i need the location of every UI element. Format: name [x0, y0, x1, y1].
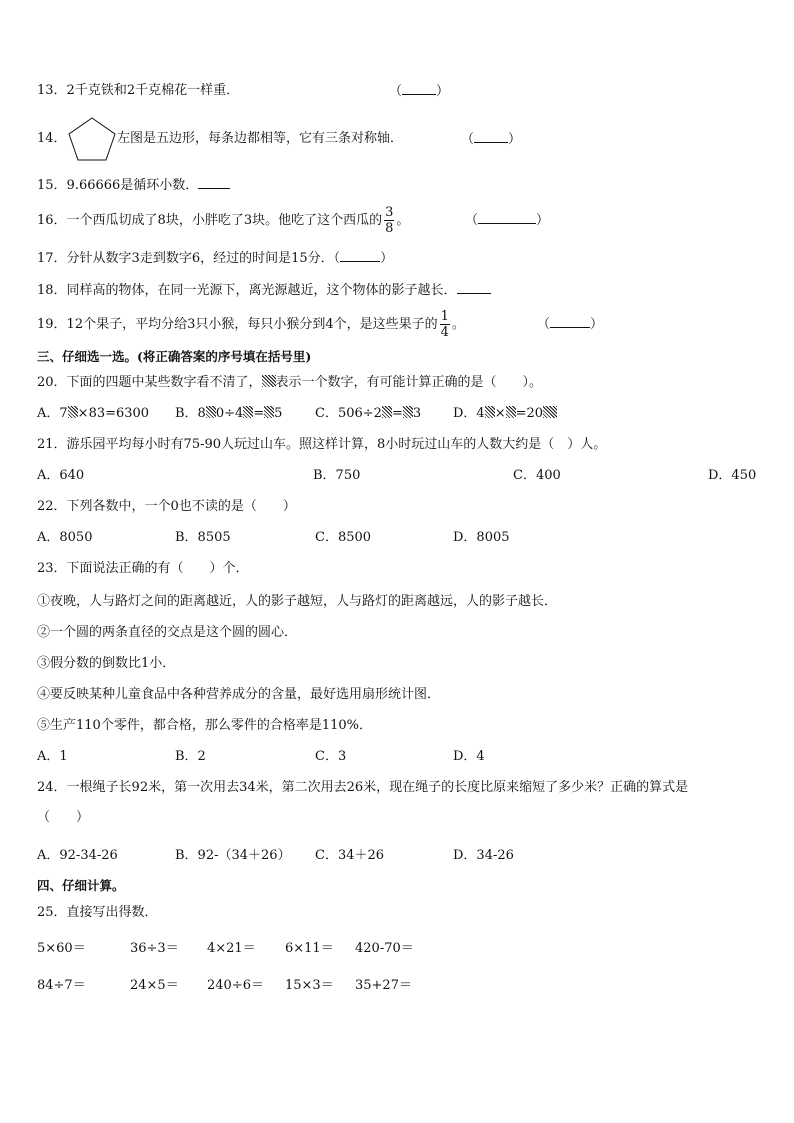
q23-option-c[interactable]: C．3: [315, 749, 347, 764]
q23-option-a[interactable]: A．1: [37, 749, 68, 764]
q20-option-d[interactable]: D．4 × =20: [453, 405, 557, 423]
q24-option-c[interactable]: C．34＋26: [315, 848, 385, 863]
calc-item[interactable]: 35+27＝: [355, 978, 412, 993]
question-24: 24．一根绳子长92米，第一次用去34米，第二次用去26米，现在绳子的长度比原来缩短了多少米？正确的算式是: [37, 780, 689, 795]
q22-option-c[interactable]: C．8500: [315, 530, 372, 545]
question-13: [37, 82, 450, 100]
calc-item[interactable]: 15×3＝: [285, 978, 334, 993]
q23-statement-5: ⑤生产110个零件，都合格，那么零件的合格率是110%．: [37, 718, 372, 733]
calc-item[interactable]: 6×11＝: [285, 941, 334, 956]
answer-paren-24[interactable]: （ ）: [37, 810, 90, 825]
calc-item[interactable]: 24×5＝: [130, 978, 179, 993]
answer-paren-13[interactable]: （ ）: [389, 84, 450, 99]
question-17-text: 17．分针从数字3走到数字6，经过的时间是15分．（: [37, 251, 341, 266]
question-21: 21．游乐园平均每小时有75-90人玩过山车。照这样计算，8小时玩过山车的人数大约是（ ）人。: [37, 437, 607, 452]
calc-item[interactable]: 4×21＝: [207, 941, 256, 956]
question-23: 23．下面说法正确的有（ ）个．: [37, 561, 249, 576]
mask-symbol: [262, 375, 276, 387]
q23-statement-1: ①夜晚，人与路灯之间的距离越近，人的影子越短，人与路灯的距离越远，人的影子越长．: [37, 594, 558, 609]
calc-item[interactable]: 5×60＝: [37, 941, 86, 956]
question-14-text: 左图是五边形，每条边都相等，它有三条对称轴．: [117, 131, 404, 146]
q20-option-a[interactable]: A．7 ×83=6300: [37, 406, 150, 421]
calc-item[interactable]: 84÷7＝: [37, 978, 86, 993]
q23-option-d[interactable]: D．4: [453, 749, 485, 764]
q21-option-d[interactable]: D．450: [708, 468, 757, 483]
answer-paren-14[interactable]: （ ）: [461, 132, 522, 147]
question-19: 19．12个果子，平均分给3只小猴，每只小猴分到4个，是这些果子的 $\frac{1}{4}$ 。 （ ）: [37, 309, 604, 340]
question-18-text: 18．同样高的物体，在同一光源下，离光源越近，这个物体的影子越长．: [37, 283, 457, 298]
q22-option-a[interactable]: A．8050: [37, 530, 93, 545]
q24-option-b[interactable]: B．92-（34＋26）: [175, 848, 291, 863]
q21-option-c[interactable]: C．400: [513, 468, 561, 483]
pentagon-icon: [68, 117, 116, 161]
q20-option-c[interactable]: C．506÷2 = 3: [315, 406, 422, 421]
question-25: 25．直接写出得数．: [37, 905, 158, 920]
question-22: 22．下列各数中，一个0也不读的是（ ）: [37, 499, 296, 514]
answer-paren-16[interactable]: （ ）: [465, 213, 550, 228]
question-13-text: 13．2千克铁和2千克棉花一样重．: [37, 83, 240, 98]
fraction-1-4: $\frac{1}{4}$: [440, 309, 449, 340]
question-16-text: 16．一个西瓜切成了8块，小胖吃了3块。他吃了这个西瓜的: [37, 213, 383, 228]
q22-option-b[interactable]: B．8505: [175, 530, 231, 545]
answer-blank-17[interactable]: [340, 249, 380, 262]
q24-option-a[interactable]: A．92-34-26: [37, 848, 118, 863]
section-3-title: 三、仔细选一选。(将正确答案的序号填在括号里): [37, 349, 312, 364]
q22-option-d[interactable]: D．8005: [453, 530, 510, 545]
q23-statement-2: ②一个圆的两条直径的交点是这个圆的圆心．: [37, 625, 298, 640]
question-18: [37, 281, 491, 300]
q23-statement-4: ④要反映某种儿童食品中各种营养成分的含量，最好选用扇形统计图．: [37, 687, 441, 702]
question-20: 20．下面的四题中某些数字看不清了， 表示一个数字，有可能计算正确的是（ ）。: [37, 375, 543, 390]
question-14: [37, 130, 522, 148]
q21-option-a[interactable]: A．640: [37, 468, 85, 483]
q23-statement-3: ③假分数的倒数比1小．: [37, 656, 176, 671]
question-19-text: 19．12个果子，平均分给3只小猴，每只小猴分到4个，是这些果子的: [37, 317, 438, 332]
answer-blank-15[interactable]: [198, 176, 230, 189]
q24-option-d[interactable]: D．34-26: [453, 848, 514, 863]
q21-option-b[interactable]: B．750: [313, 468, 361, 483]
question-14-number: 14．: [37, 131, 67, 146]
answer-paren-19[interactable]: （ ）: [537, 317, 604, 332]
q20-option-b[interactable]: B．8 0÷4 = 5: [175, 406, 283, 421]
calc-item[interactable]: 36÷3＝: [130, 941, 179, 956]
question-15: [37, 176, 230, 195]
calc-item[interactable]: 240÷6＝: [207, 978, 264, 993]
question-15-text: 15．9.66666是循环小数．: [37, 178, 199, 193]
question-16: 16．一个西瓜切成了8块，小胖吃了3块。他吃了这个西瓜的 $\frac{3}{8}$ 。 （ ）: [37, 205, 550, 236]
calc-item[interactable]: 420-70＝: [355, 941, 414, 956]
section-4-title: 四、仔细计算。: [37, 878, 125, 893]
q23-option-b[interactable]: B．2: [175, 749, 206, 764]
answer-blank-18[interactable]: [457, 281, 491, 294]
question-17: 17．分针从数字3走到数字6，经过的时间是15分．（ ）: [37, 251, 394, 266]
fraction-3-8: $\frac{3}{8}$: [385, 205, 394, 236]
